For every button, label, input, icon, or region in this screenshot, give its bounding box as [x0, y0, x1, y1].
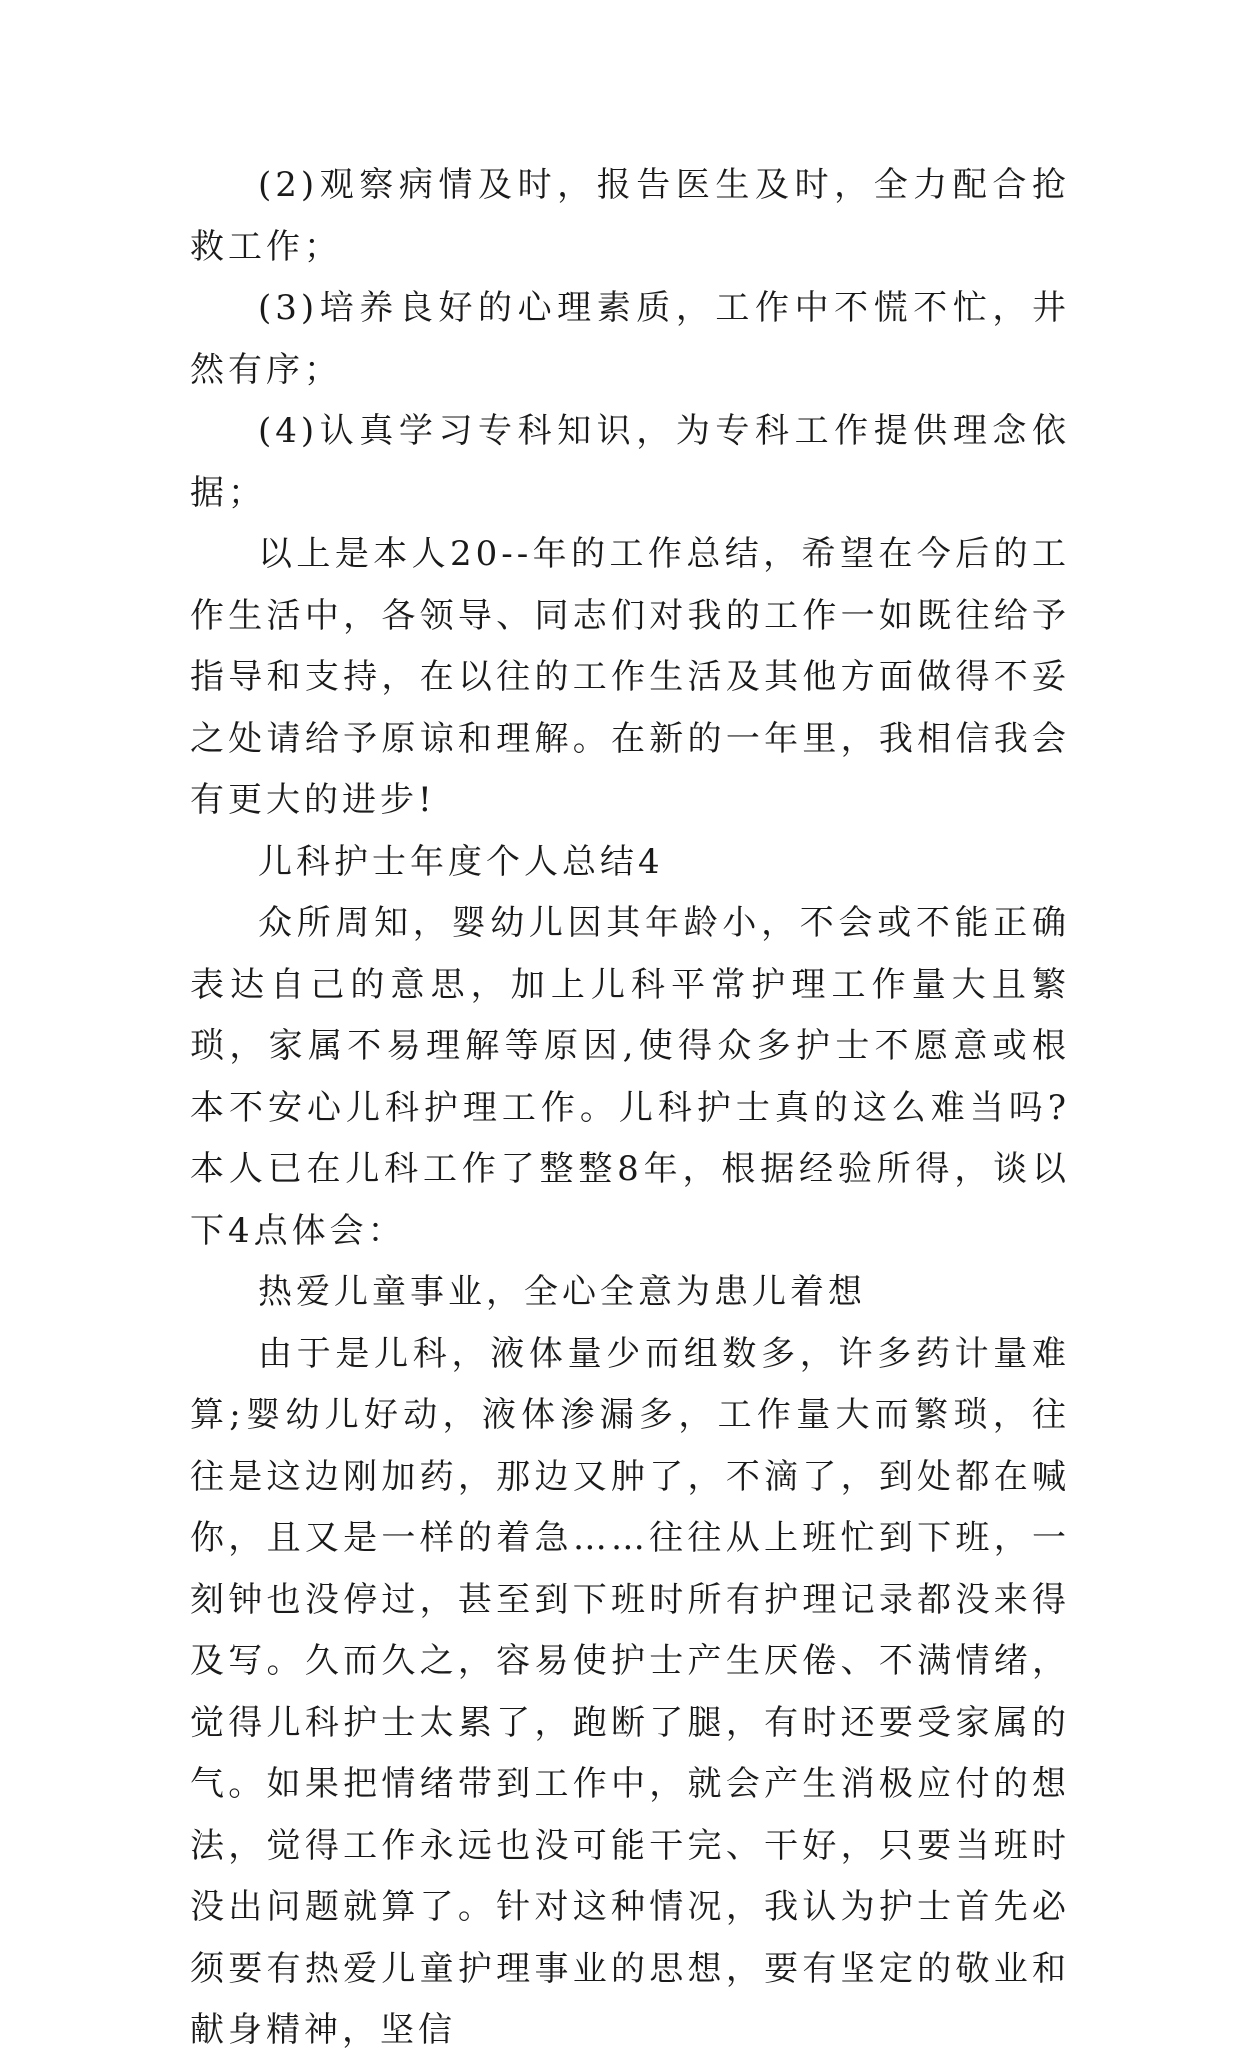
list-item-psychological-quality: (3)培养良好的心理素质，工作中不慌不忙，井然有序； [190, 288, 1070, 390]
intro-paragraph: 众所周知，婴幼儿因其年龄小，不会或不能正确表达自己的意思，加上儿科平常护理工作量大且繁琐，家属不易理解等原因,使得众多护士不愿意或根本不安心儿科护理工作。儿科护士真的这么难当吗?本人已在儿科工作了整整8年，根据经验所得，谈以下4点体会： [190, 903, 1070, 1251]
summary-closing-paragraph: 以上是本人20--年的工作总结，希望在今后的工作生活中，各领导、同志们对我的工作一如既往给予指导和支持，在以往的工作生活及其他方面做得不妥之处请给予原谅和理解。在新的一年里，我相信我会有更大的进步! [190, 534, 1070, 820]
list-item-study-knowledge: (4)认真学习专科知识，为专科工作提供理念依据； [190, 411, 1070, 513]
list-item-observe-condition: (2)观察病情及时，报告医生及时，全力配合抢救工作； [190, 165, 1070, 267]
document-body [190, 155, 1070, 2062]
section-heading: 儿科护士年度个人总结4 [258, 841, 664, 882]
subheading: 热爱儿童事业，全心全意为患儿着想 [258, 1272, 866, 1312]
body-paragraph: 由于是儿科，液体量少而组数多，许多药计量难算;婴幼儿好动，液体渗漏多，工作量大而繁琐，往往是这边刚加药，那边又肿了，不滴了，到处都在喊你，且又是一样的着急……往往从上班忙到下班，一刻钟也没停过，甚至到下班时所有护理记录都没来得及写。久而久之，容易使护士产生厌倦、不满情绪，觉得儿科护士太累了，跑断了腿，有时还要受家属的气。如果把情绪带到工作中，就会产生消极应付的想法，觉得工作永远也没可能干完、干好，只要当班时没出问题就算了。针对这种情况，我认为护士首先必须要有热爱儿童护理事业的思想，要有坚定的敬业和献身精神，坚信 [190, 1333, 1070, 2050]
